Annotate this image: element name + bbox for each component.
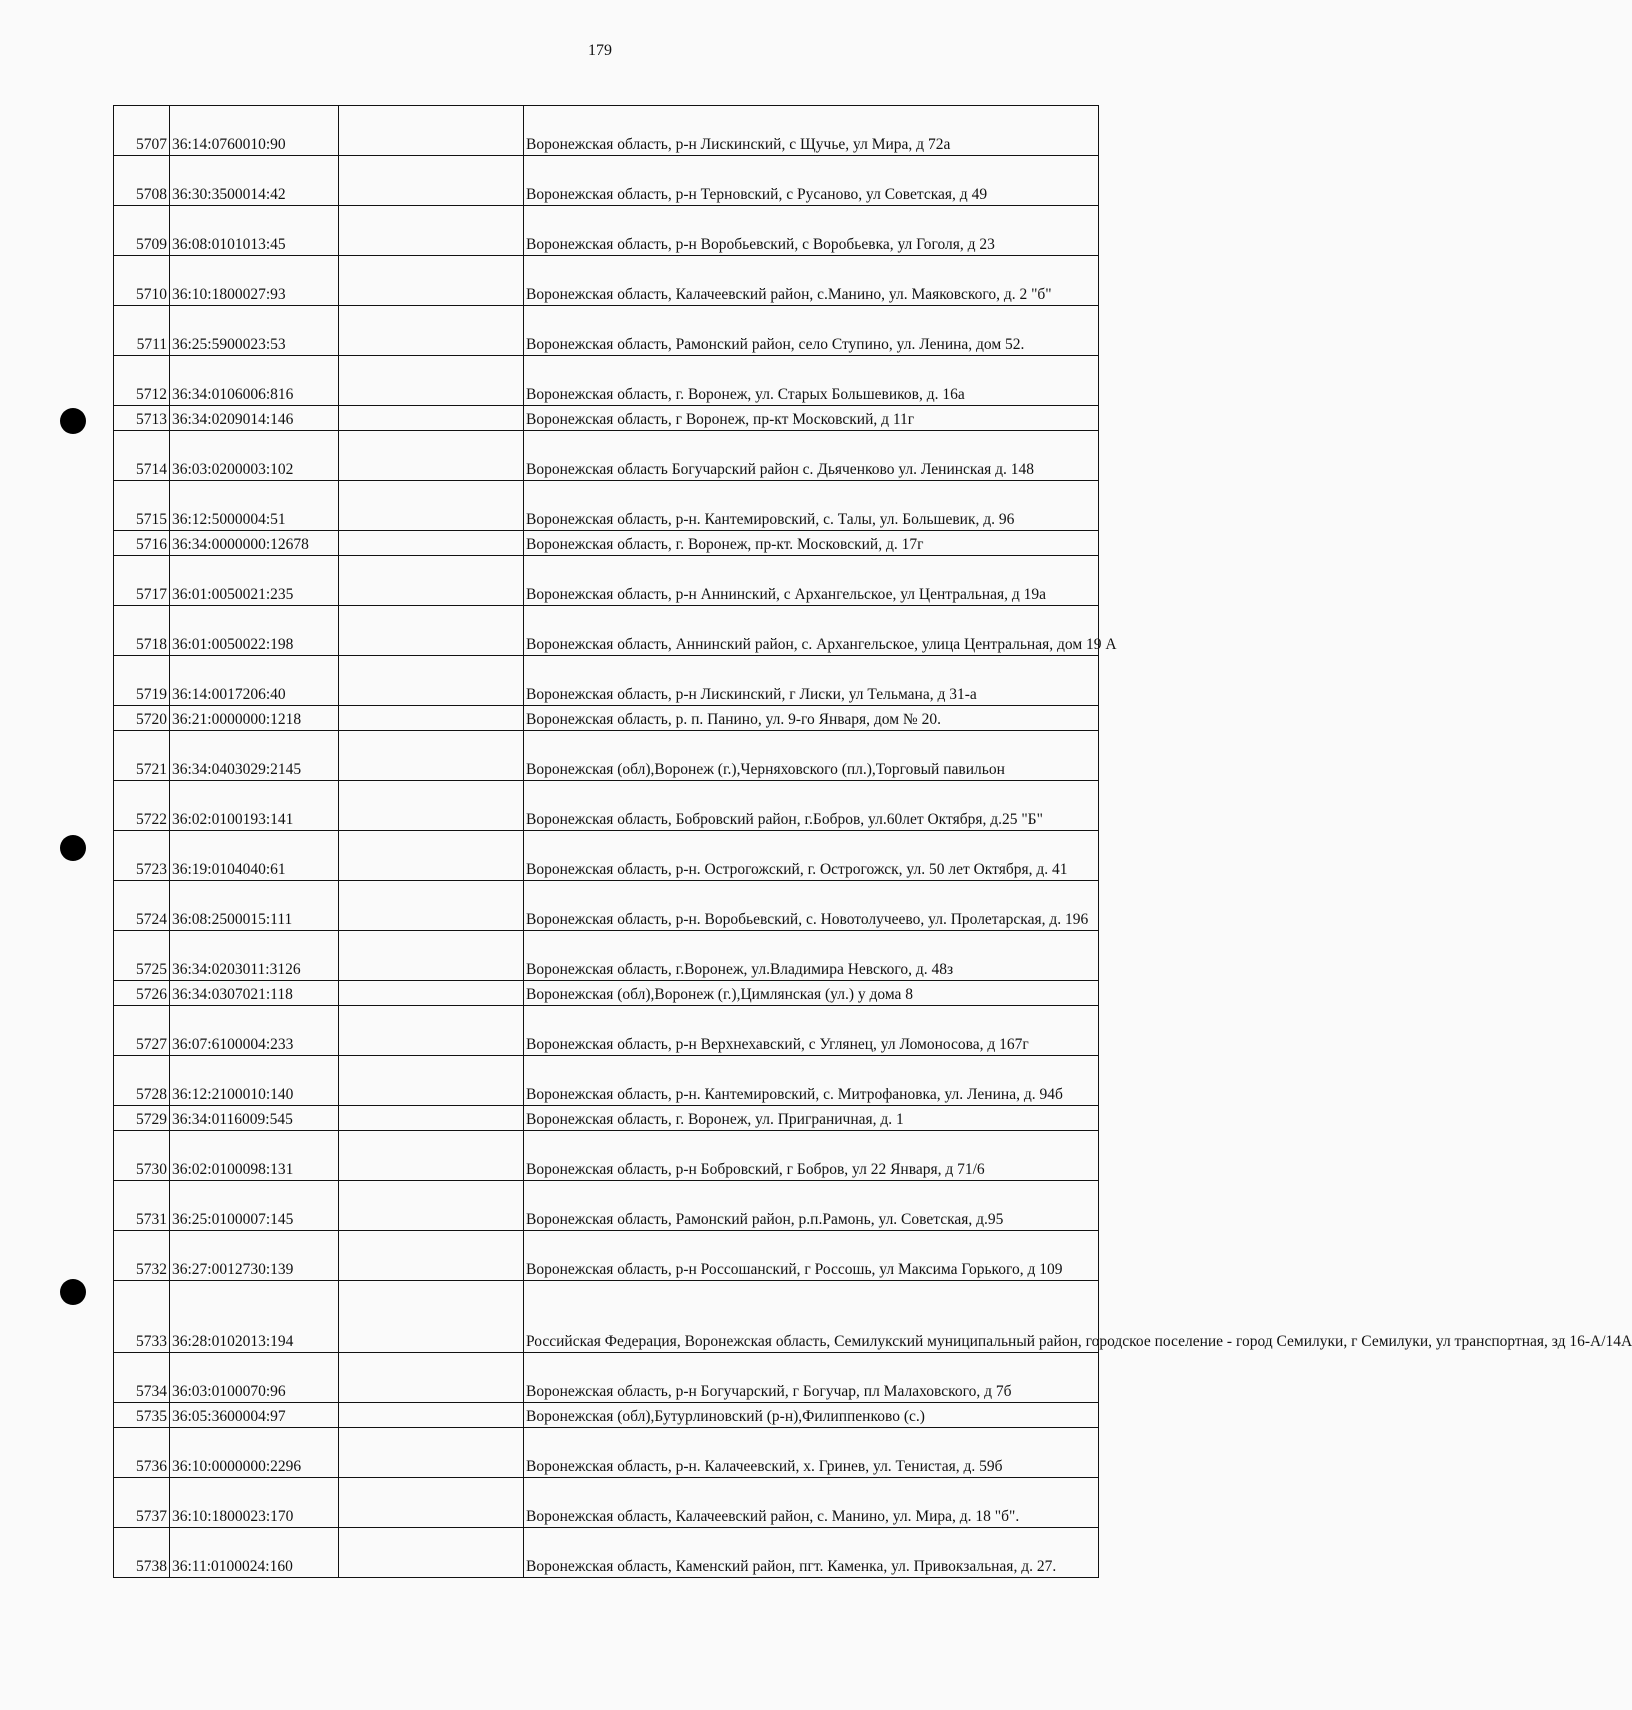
cadastral-number: 36:05:3600004:97 [170, 1403, 339, 1428]
record-number: 5715 [114, 481, 170, 531]
cadastral-number: 36:12:5000004:51 [170, 481, 339, 531]
empty-cell [339, 931, 524, 981]
address: Воронежская область, Калачеевский район, с. Манино, ул. Мира, д. 18 "б". [524, 1478, 1099, 1528]
address: Воронежская область, Бобровский район, г.Бобров, ул.60лет Октября, д.25 "Б" [524, 781, 1099, 831]
table-row [114, 156, 1099, 206]
cadastral-number: 36:02:0100193:141 [170, 781, 339, 831]
empty-cell [339, 1181, 524, 1231]
address: Воронежская область, р. п. Панино, ул. 9-го Января, дом № 20. [524, 706, 1099, 731]
table-row [114, 206, 1099, 256]
empty-cell [339, 1403, 524, 1428]
address: Воронежская область, г Воронеж, пр-кт Московский, д 11г [524, 406, 1099, 431]
table-row [114, 931, 1099, 981]
record-number: 5726 [114, 981, 170, 1006]
table-row [114, 406, 1099, 431]
empty-cell [339, 1006, 524, 1056]
empty-cell [339, 781, 524, 831]
cadastral-number: 36:02:0100098:131 [170, 1131, 339, 1181]
cadastral-number: 36:10:1800027:93 [170, 256, 339, 306]
cadastral-number: 36:14:0017206:40 [170, 656, 339, 706]
address: Воронежская область, г. Воронеж, пр-кт. Московский, д. 17г [524, 531, 1099, 556]
table-row [114, 1281, 1099, 1353]
address: Воронежская область, Каменский район, пгт. Каменка, ул. Привокзальная, д. 27. [524, 1528, 1099, 1578]
cadastral-number: 36:07:6100004:233 [170, 1006, 339, 1056]
record-number: 5713 [114, 406, 170, 431]
record-number: 5735 [114, 1403, 170, 1428]
table-row [114, 1403, 1099, 1428]
record-number: 5736 [114, 1428, 170, 1478]
address: Воронежская область, р-н Терновский, с Русаново, ул Советская, д 49 [524, 156, 1099, 206]
record-number: 5707 [114, 106, 170, 156]
cadastral-number: 36:03:0100070:96 [170, 1353, 339, 1403]
empty-cell [339, 656, 524, 706]
cadastral-number: 36:03:0200003:102 [170, 431, 339, 481]
address: Воронежская область, р-н. Острогожский, г. Острогожск, ул. 50 лет Октября, д. 41 [524, 831, 1099, 881]
table-row [114, 1231, 1099, 1281]
record-number: 5734 [114, 1353, 170, 1403]
address: Воронежская область, Калачеевский район, с.Манино, ул. Маяковского, д. 2 "б" [524, 256, 1099, 306]
address: Воронежская область, р-н Россошанский, г Россошь, ул Максима Горького, д 109 [524, 1231, 1099, 1281]
table-row [114, 831, 1099, 881]
address: Воронежская область, Рамонский район, р.п.Рамонь, ул. Советская, д.95 [524, 1181, 1099, 1231]
record-number: 5720 [114, 706, 170, 731]
table-row [114, 356, 1099, 406]
record-number: 5719 [114, 656, 170, 706]
empty-cell [339, 831, 524, 881]
address: Воронежская область, р-н Аннинский, с Архангельское, ул Центральная, д 19а [524, 556, 1099, 606]
register-table [113, 105, 1632, 1578]
empty-cell [339, 531, 524, 556]
empty-cell [339, 1528, 524, 1578]
empty-cell [339, 206, 524, 256]
record-number: 5724 [114, 881, 170, 931]
cadastral-number: 36:21:0000000:1218 [170, 706, 339, 731]
record-number: 5721 [114, 731, 170, 781]
cadastral-number: 36:01:0050022:198 [170, 606, 339, 656]
record-number: 5712 [114, 356, 170, 406]
address: Воронежская область, р-н Воробьевский, с Воробьевка, ул Гоголя, д 23 [524, 206, 1099, 256]
cadastral-number: 36:25:5900023:53 [170, 306, 339, 356]
record-number: 5717 [114, 556, 170, 606]
cadastral-number: 36:08:0101013:45 [170, 206, 339, 256]
cadastral-number: 36:34:0307021:118 [170, 981, 339, 1006]
empty-cell [339, 556, 524, 606]
record-number: 5711 [114, 306, 170, 356]
address: Воронежская область, Аннинский район, с. Архангельское, улица Центральная, дом 19 А [524, 606, 1099, 656]
empty-cell [339, 256, 524, 306]
address: Воронежская область, Рамонский район, село Ступино, ул. Ленина, дом 52. [524, 306, 1099, 356]
table-row [114, 1056, 1099, 1106]
empty-cell [339, 981, 524, 1006]
table-row [114, 881, 1099, 931]
address: Воронежская (обл),Воронеж (г.),Цимлянская (ул.) у дома 8 [524, 981, 1099, 1006]
record-number: 5716 [114, 531, 170, 556]
record-number: 5732 [114, 1231, 170, 1281]
table-row [114, 981, 1099, 1006]
table-row [114, 106, 1099, 156]
record-number: 5733 [114, 1281, 170, 1353]
cadastral-number: 36:28:0102013:194 [170, 1281, 339, 1353]
record-number: 5725 [114, 931, 170, 981]
address: Воронежская область, р-н. Воробьевский, с. Новотолучеево, ул. Пролетарская, д. 196 [524, 881, 1099, 931]
cadastral-number: 36:27:0012730:139 [170, 1231, 339, 1281]
table-row [114, 306, 1099, 356]
cadastral-number: 36:19:0104040:61 [170, 831, 339, 881]
cadastral-number: 36:34:0000000:12678 [170, 531, 339, 556]
cadastral-number: 36:34:0106006:816 [170, 356, 339, 406]
record-number: 5737 [114, 1478, 170, 1528]
address: Воронежская область Богучарский район с. Дьяченково ул. Ленинская д. 148 [524, 431, 1099, 481]
table-row [114, 481, 1099, 531]
table-row [114, 1528, 1099, 1578]
address: Воронежская область, р-н Лискинский, с Щучье, ул Мира, д 72а [524, 106, 1099, 156]
empty-cell [339, 1428, 524, 1478]
record-number: 5738 [114, 1528, 170, 1578]
empty-cell [339, 156, 524, 206]
empty-cell [339, 306, 524, 356]
empty-cell [339, 1231, 524, 1281]
empty-cell [339, 431, 524, 481]
address: Российская Федерация, Воронежская область, Семилукский муниципальный район, городское поселение - город Семилуки, г Семилуки, ул транспортная, зд 16-А/14А [524, 1281, 1099, 1353]
empty-cell [339, 706, 524, 731]
table-row [114, 1478, 1099, 1528]
record-number: 5729 [114, 1106, 170, 1131]
empty-cell [339, 881, 524, 931]
table-row [114, 1106, 1099, 1131]
empty-cell [339, 731, 524, 781]
record-number: 5710 [114, 256, 170, 306]
empty-cell [339, 1131, 524, 1181]
table-row [114, 256, 1099, 306]
empty-cell [339, 356, 524, 406]
address: Воронежская область, р-н Богучарский, г Богучар, пл Малаховского, д 7б [524, 1353, 1099, 1403]
address: Воронежская область, г. Воронеж, ул. Старых Большевиков, д. 16а [524, 356, 1099, 406]
empty-cell [339, 481, 524, 531]
address: Воронежская область, г.Воронеж, ул.Владимира Невского, д. 48з [524, 931, 1099, 981]
record-number: 5727 [114, 1006, 170, 1056]
cadastral-number: 36:34:0403029:2145 [170, 731, 339, 781]
table-row [114, 656, 1099, 706]
empty-cell [339, 606, 524, 656]
address: Воронежская область, р-н. Кантемировский, с. Талы, ул. Большевик, д. 96 [524, 481, 1099, 531]
empty-cell [339, 406, 524, 431]
page-number: 179 [588, 42, 612, 59]
record-number: 5708 [114, 156, 170, 206]
record-number: 5728 [114, 1056, 170, 1106]
cadastral-number: 36:34:0209014:146 [170, 406, 339, 431]
punch-hole [60, 835, 86, 861]
cadastral-number: 36:25:0100007:145 [170, 1181, 339, 1231]
cadastral-number: 36:10:0000000:2296 [170, 1428, 339, 1478]
record-number: 5730 [114, 1131, 170, 1181]
table-row [114, 1181, 1099, 1231]
table-row [114, 1006, 1099, 1056]
cadastral-number: 36:11:0100024:160 [170, 1528, 339, 1578]
address: Воронежская (обл),Бутурлиновский (р-н),Филиппенково (с.) [524, 1403, 1099, 1428]
table-row [114, 1353, 1099, 1403]
empty-cell [339, 1281, 524, 1353]
table-row [114, 531, 1099, 556]
cadastral-number: 36:30:3500014:42 [170, 156, 339, 206]
record-number: 5723 [114, 831, 170, 881]
address: Воронежская область, р-н Бобровский, г Бобров, ул 22 Января, д 71/6 [524, 1131, 1099, 1181]
table-row [114, 731, 1099, 781]
table-row [114, 1428, 1099, 1478]
empty-cell [339, 106, 524, 156]
cadastral-number: 36:01:0050021:235 [170, 556, 339, 606]
register-body [114, 106, 1632, 1578]
empty-cell [339, 1478, 524, 1528]
cadastral-number: 36:14:0760010:90 [170, 106, 339, 156]
address: Воронежская область, р-н Верхнехавский, с Углянец, ул Ломоносова, д 167г [524, 1006, 1099, 1056]
table-row [114, 1131, 1099, 1181]
punch-hole [60, 408, 86, 434]
cadastral-number: 36:10:1800023:170 [170, 1478, 339, 1528]
cadastral-number: 36:34:0203011:3126 [170, 931, 339, 981]
cadastral-number: 36:08:2500015:111 [170, 881, 339, 931]
record-number: 5731 [114, 1181, 170, 1231]
record-number: 5718 [114, 606, 170, 656]
table-row [114, 431, 1099, 481]
empty-cell [339, 1353, 524, 1403]
table-row [114, 781, 1099, 831]
punch-hole [60, 1279, 86, 1305]
record-number: 5714 [114, 431, 170, 481]
address: Воронежская область, р-н Лискинский, г Лиски, ул Тельмана, д 31-а [524, 656, 1099, 706]
address: Воронежская область, г. Воронеж, ул. Приграничная, д. 1 [524, 1106, 1099, 1131]
address: Воронежская (обл),Воронеж (г.),Черняховского (пл.),Торговый павильон [524, 731, 1099, 781]
table-row [114, 606, 1099, 656]
cadastral-number: 36:12:2100010:140 [170, 1056, 339, 1106]
record-number: 5709 [114, 206, 170, 256]
cadastral-number: 36:34:0116009:545 [170, 1106, 339, 1131]
empty-cell [339, 1056, 524, 1106]
address: Воронежская область, р-н. Кантемировский, с. Митрофановка, ул. Ленина, д. 94б [524, 1056, 1099, 1106]
table-row [114, 556, 1099, 606]
record-number: 5722 [114, 781, 170, 831]
address: Воронежская область, р-н. Калачеевский, х. Гринев, ул. Тенистая, д. 59б [524, 1428, 1099, 1478]
empty-cell [339, 1106, 524, 1131]
table-row [114, 706, 1099, 731]
